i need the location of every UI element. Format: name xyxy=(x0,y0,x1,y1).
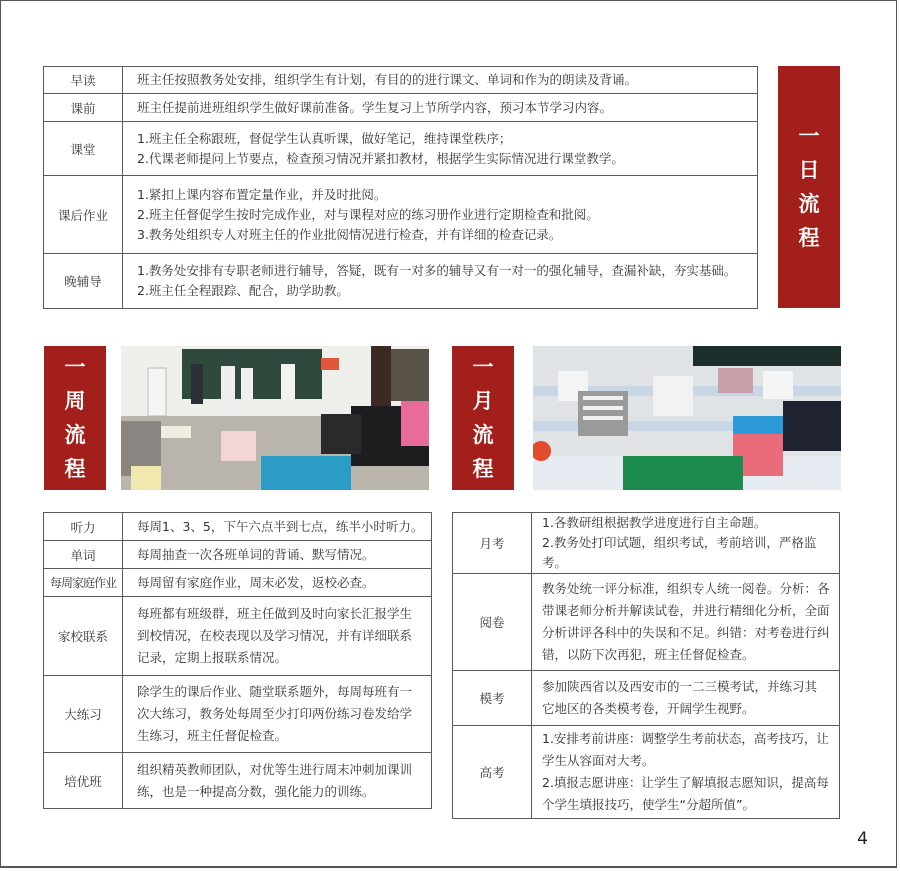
weekly-process-table xyxy=(43,512,432,809)
exam-photo xyxy=(533,346,841,490)
table-row xyxy=(44,753,432,809)
row-key: 课后作业 xyxy=(44,176,123,254)
row-key: 大练习 xyxy=(44,676,123,753)
row-key: 模考 xyxy=(453,671,532,726)
row-key: 高考 xyxy=(453,726,532,819)
table-row xyxy=(44,67,758,94)
row-key: 月考 xyxy=(453,513,532,574)
row-key: 早读 xyxy=(44,67,123,94)
row-key: 课前 xyxy=(44,94,123,122)
row-key: 阅卷 xyxy=(453,574,532,671)
row-key: 单词 xyxy=(44,541,123,569)
table-row xyxy=(44,122,758,176)
table-row xyxy=(44,513,432,541)
table-row xyxy=(44,569,432,597)
row-value: 每周1、3、5，下午六点半到七点，练半小时听力。 xyxy=(123,513,432,541)
row-value: 教务处统一评分标准，组织专人统一阅卷。分析：各 带课老师分析并解读试卷，并进行精细化分析，全面 分析讲评各科中的失误和不足。纠错：对考卷进行纠 错，以防下次再犯，班主任督促检查。 xyxy=(532,574,840,671)
row-value: 1.紧扣上课内容布置定量作业，并及时批阅。 2.班主任督促学生按时完成作业，对与课程对应的练习册作业进行定期检查和批阅。 3.教务处组织专人对班主任的作业批阅情况进行检查，并有详细的检查记录。 xyxy=(123,176,758,254)
table-row xyxy=(44,597,432,676)
row-key: 课堂 xyxy=(44,122,123,176)
classroom-photo xyxy=(121,346,429,490)
row-value: 除学生的课后作业、随堂联系题外，每周每班有一 次大练习，教务处每周至少打印两份练习卷发给学 生练习，班主任督促检查。 xyxy=(123,676,432,753)
row-value: 1.班主任全称跟班，督促学生认真听课，做好笔记，维持课堂秩序； 2.代课老师提问上节要点，检查预习情况并紧扣教材，根据学生实际情况进行课堂教学。 xyxy=(123,122,758,176)
daily-process-table xyxy=(43,66,758,309)
row-key: 家校联系 xyxy=(44,597,123,676)
page-number: 4 xyxy=(857,829,868,849)
row-key: 培优班 xyxy=(44,753,123,809)
exam-photo-image xyxy=(533,346,841,490)
table-row xyxy=(44,176,758,254)
row-value: 每班都有班级群，班主任做到及时向家长汇报学生 到校情况，在校表现以及学习情况，并有详细联系 记录，定期上报联系情况。 xyxy=(123,597,432,676)
table-row xyxy=(453,671,840,726)
row-value: 1.安排考前讲座：调整学生考前状态，高考技巧，让 学生从容面对大考。 2.填报志愿讲座：让学生了解填报志愿知识，提高每 个学生填报技巧，使学生“分超所值”。 xyxy=(532,726,840,819)
monthly-process-banner: 一 月 流 程 xyxy=(452,346,514,490)
row-value: 参加陕西省以及西安市的一二三模考试，并练习其 它地区的各类模考卷，开阔学生视野。 xyxy=(532,671,840,726)
table-row xyxy=(453,513,840,574)
table-row xyxy=(44,94,758,122)
table-row xyxy=(44,254,758,309)
row-value: 组织精英教师团队，对优等生进行周末冲刺加课训 练，也是一种提高分数，强化能力的训练。 xyxy=(123,753,432,809)
table-row xyxy=(44,541,432,569)
table-row xyxy=(453,574,840,671)
row-value: 每周抽查一次各班单词的背诵、默写情况。 xyxy=(123,541,432,569)
table-row xyxy=(453,726,840,819)
daily-process-banner: 一 日 流 程 xyxy=(778,66,840,308)
row-value: 每周留有家庭作业，周末必发，返校必查。 xyxy=(123,569,432,597)
classroom-photo-image xyxy=(121,346,429,490)
table-row xyxy=(44,676,432,753)
row-key: 每周家庭作业 xyxy=(44,569,123,597)
row-value: 1.教务处安排有专职老师进行辅导，答疑，既有一对多的辅导又有一对一的强化辅导，查漏补缺，夯实基础。 2.班主任全程跟踪、配合，助学助教。 xyxy=(123,254,758,309)
weekly-process-banner: 一 周 流 程 xyxy=(44,346,106,490)
row-value: 班主任提前进班组织学生做好课前准备。学生复习上节所学内容，预习本节学习内容。 xyxy=(123,94,758,122)
row-key: 晚辅导 xyxy=(44,254,123,309)
monthly-process-table xyxy=(452,512,840,819)
row-value: 班主任按照教务处安排，组织学生有计划，有目的的进行课文、单词和作为的朗读及背诵。 xyxy=(123,67,758,94)
row-value: 1.各教研组根据教学进度进行自主命题。 2.教务处打印试题，组织考试，考前培训，严格监考。 xyxy=(532,513,840,574)
row-key: 听力 xyxy=(44,513,123,541)
